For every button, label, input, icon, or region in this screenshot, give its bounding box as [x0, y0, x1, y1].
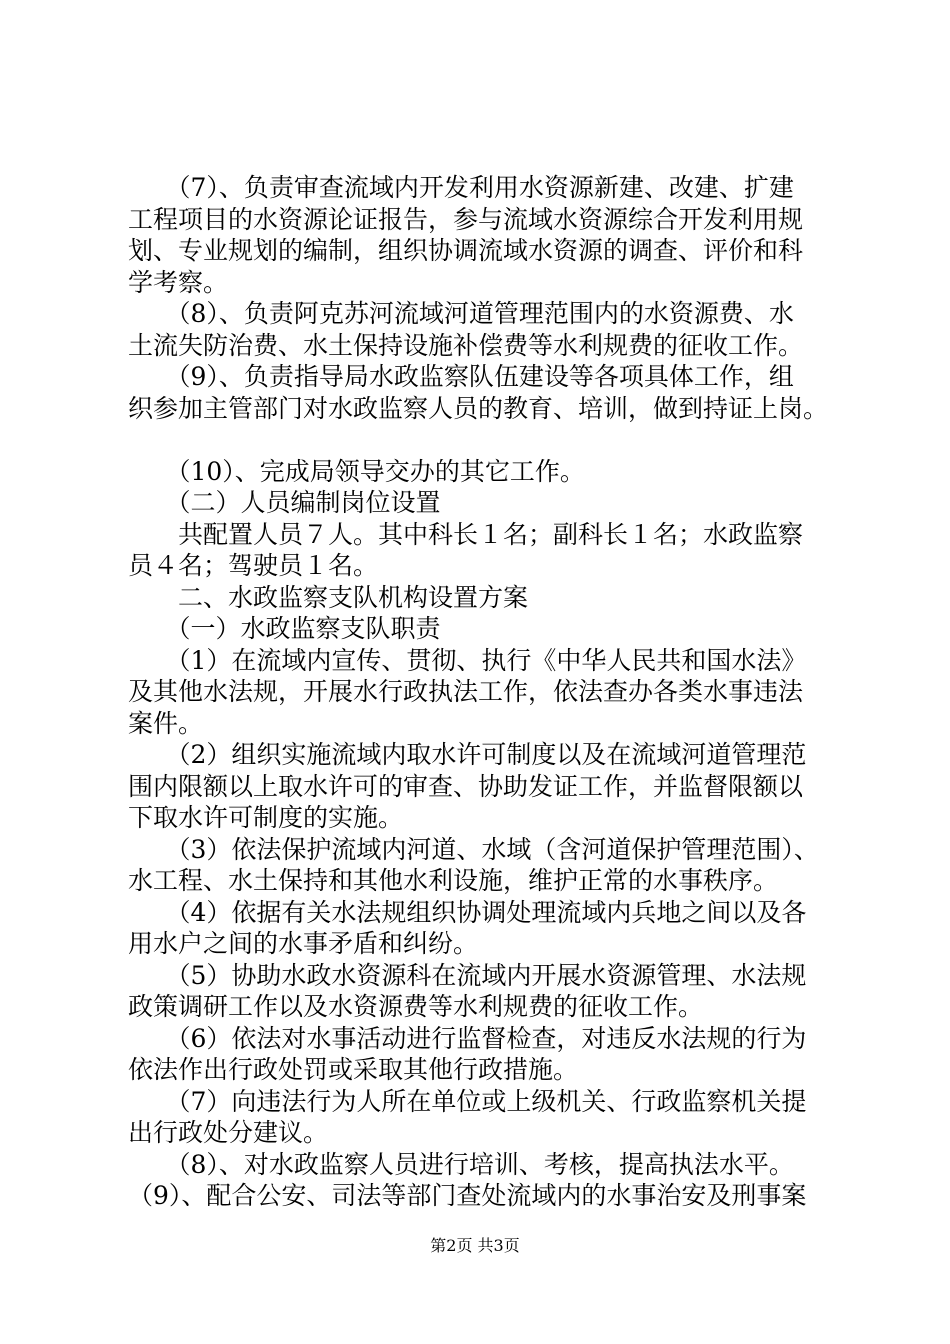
text-line: （8）、负责阿克苏河流域河道管理范围内的水资源费、水 — [128, 299, 794, 328]
section-heading: （一）水政监察支队职责 — [128, 614, 441, 643]
text-line: （7）向违法行为人所在单位或上级机关、行政监察机关提 — [128, 1086, 807, 1116]
section-heading: （二）人员编制岗位设置 — [128, 488, 441, 517]
text-line: 围内限额以上取水许可的审查、协助发证工作，并监督限额以 — [128, 771, 804, 801]
text-line: （8）、对水政监察人员进行培训、考核，提高执法水平。 — [128, 1149, 794, 1179]
text-line: 织参加主管部门对水政监察人员的教育、培训，做到持证上岗。 — [128, 393, 829, 423]
text-line: 学考察。 — [128, 267, 229, 297]
text-line: 政策调研工作以及水资源费等水利规费的征收工作。 — [128, 992, 704, 1021]
text-line: 土流失防治费、水土保持设施补偿费等水利规费的征收工作。 — [128, 330, 804, 360]
text-line: （1）在流域内宣传、贯彻、执行《中华人民共和国水法》 — [128, 645, 807, 675]
text-line: （2）组织实施流域内取水许可制度以及在流域河道管理范 — [128, 740, 807, 769]
text-line: （10）、完成局领导交办的其它工作。 — [128, 456, 585, 486]
text-line: （5）协助水政水资源科在流域内开展水资源管理、水法规 — [128, 960, 807, 990]
text-line: 划、专业规划的编制，组织协调流域水资源的调查、评价和科 — [128, 236, 804, 265]
blank-line — [128, 424, 832, 456]
page-number-footer: 第2页 共3页 — [430, 1236, 520, 1255]
text-line: （4）依据有关水法规组织协调处理流域内兵地之间以及各 — [128, 897, 807, 927]
text-line: （3）依法保护流域内河道、水域（含河道保护管理范围）、 — [128, 834, 819, 864]
text-line: 下取水许可制度的实施。 — [128, 803, 404, 832]
text-line: 及其他水法规，开展水行政执法工作，依法查办各类水事违法 — [128, 677, 804, 706]
text-line: 员４名；驾驶员１名。 — [128, 551, 379, 580]
text-line: 用水户之间的水事矛盾和纠纷。 — [128, 929, 479, 958]
text-line: 出行政处分建议。 — [128, 1118, 329, 1147]
text-line: （7）、负责审查流域内开发利用水资源新建、改建、扩建 — [128, 173, 794, 202]
text-line: 共配置人员７人。其中科长１名；副科长１名；水政监察 — [128, 519, 804, 549]
text-line: （9）、配合公安、司法等部门查处流域内的水事治安及刑事案 — [128, 1181, 807, 1210]
text-line: 案件。 — [128, 708, 204, 738]
text-line: （6）依法对水事活动进行监督检查，对违反水法规的行为 — [128, 1023, 807, 1053]
text-line: 水工程、水土保持和其他水利设施，维护正常的水事秩序。 — [128, 866, 779, 895]
text-line: 工程项目的水资源论证报告，参与流域水资源综合开发利用规 — [128, 204, 804, 234]
text-line: 依法作出行政处罚或采取其他行政措施。 — [128, 1055, 579, 1084]
section-heading: 二、水政监察支队机构设置方案 — [128, 582, 529, 612]
document-body — [128, 172, 832, 1212]
text-line: （9）、负责指导局水政监察队伍建设等各项具体工作，组 — [128, 362, 794, 391]
